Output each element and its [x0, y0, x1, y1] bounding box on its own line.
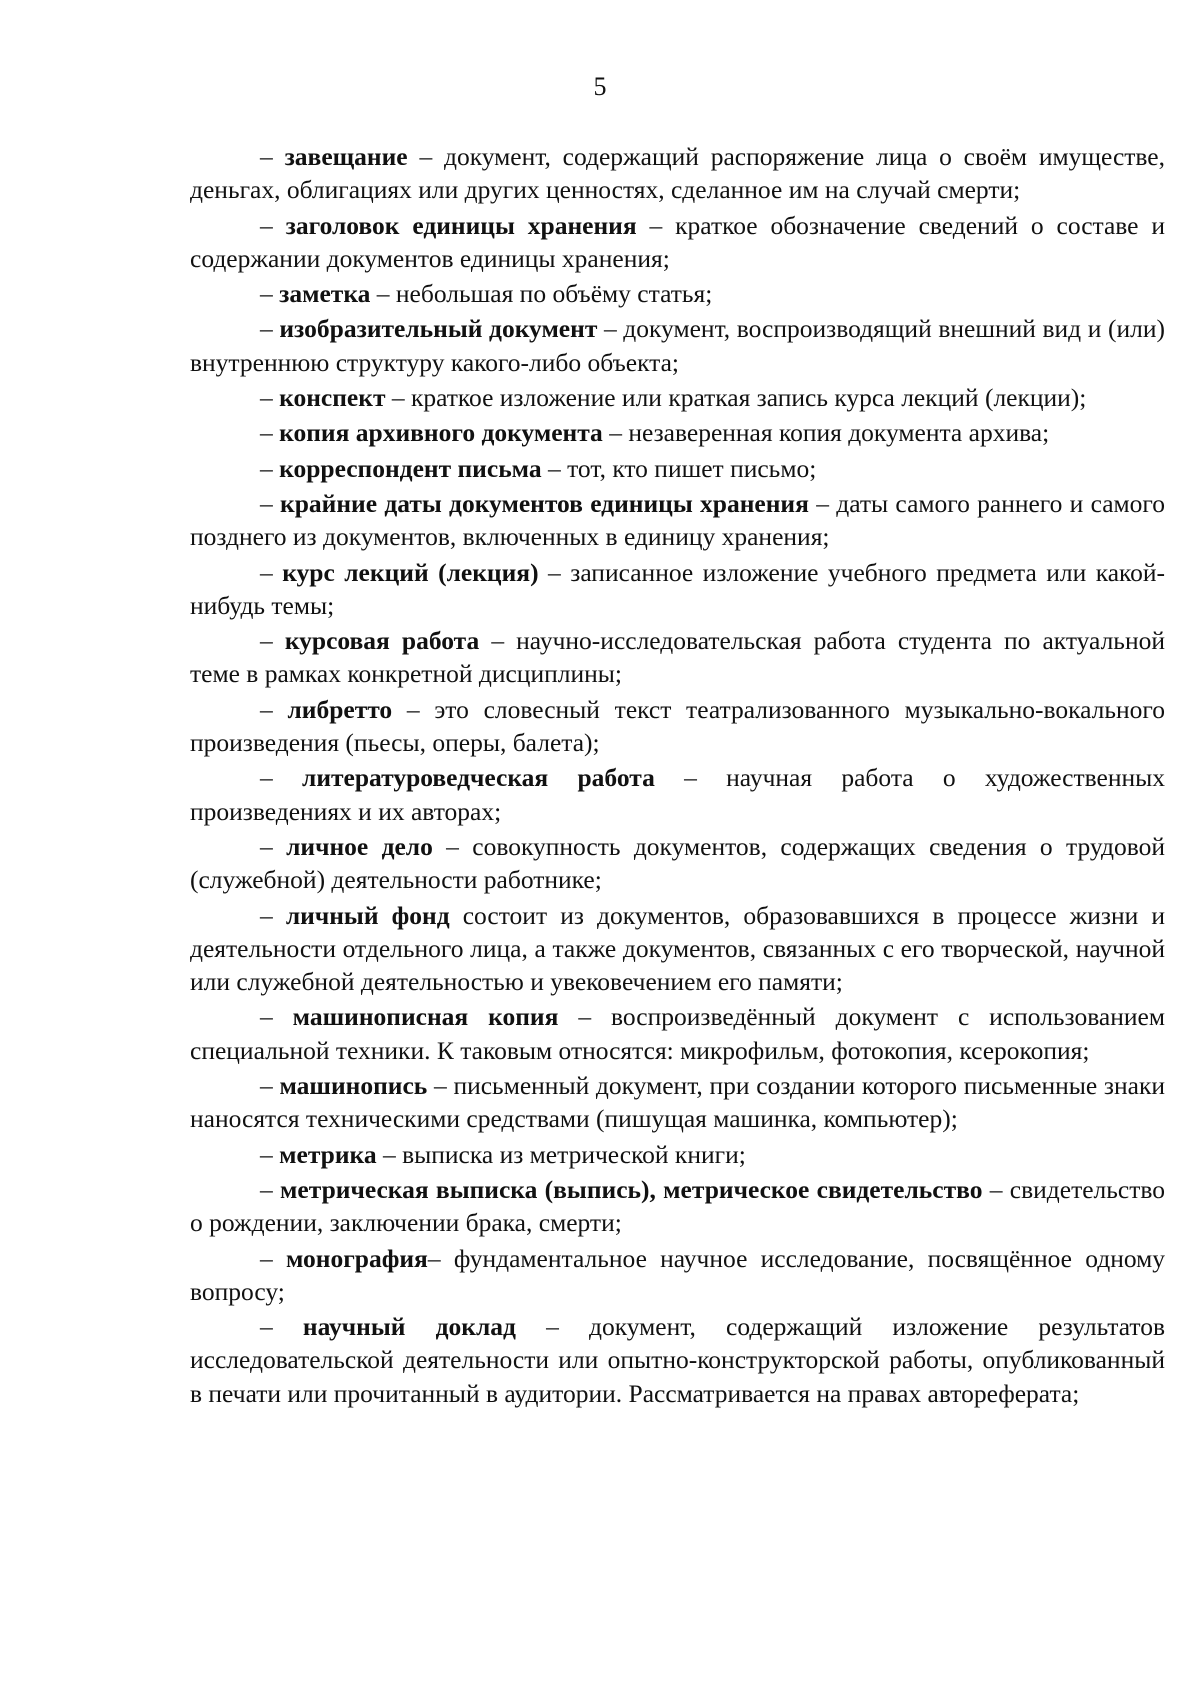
page-number: 5: [593, 72, 607, 101]
glossary-entry: [190, 899, 1165, 999]
entry-definition: – это словесный текст театрализованного музыкально-вокального произведения (пьесы, оперы, балета);: [190, 694, 1166, 758]
entry-dash: –: [260, 314, 280, 344]
glossary-entry: [190, 452, 1165, 485]
entry-dash: –: [260, 557, 283, 587]
entry-dash: –: [260, 1139, 280, 1169]
entry-definition: – совокупность документов, содержащих сведения о трудовой (служебной) деятельности работнике;: [190, 831, 1165, 895]
entry-dash: –: [260, 1312, 303, 1342]
glossary-entry: [190, 1138, 1165, 1171]
entry-dash: –: [260, 453, 280, 483]
entry-dash: –: [260, 1243, 286, 1273]
entry-dash: –: [260, 1002, 293, 1032]
entry-term: научный доклад: [302, 1312, 516, 1342]
glossary-entry: [190, 277, 1165, 310]
entry-term: завещание: [284, 142, 408, 171]
entry-term: корреспондент письма: [279, 453, 542, 483]
glossary-entry: [190, 624, 1165, 691]
entry-term: копия архивного документа: [279, 418, 603, 448]
entry-term: монография: [285, 1243, 428, 1273]
entry-definition: – краткое обозначение сведений о составе и содержании документов единицы хранения;: [190, 210, 1166, 273]
glossary-entry: [190, 1242, 1165, 1309]
entry-dash: –: [260, 279, 280, 309]
entry-dash: –: [260, 383, 280, 413]
entry-dash: –: [260, 210, 286, 240]
entry-term: литературоведческая работа: [302, 763, 655, 793]
entry-definition: – краткое изложение или краткая запись курса лекций (лекции);: [385, 383, 1087, 413]
entry-dash: –: [260, 142, 285, 171]
entry-definition: – тот, кто пишет письмо;: [541, 453, 817, 483]
entry-term: изобразительный документ: [279, 314, 598, 344]
entry-definition: – научная работа о художественных произведениях и их авторах;: [190, 763, 1165, 826]
glossary-entry: [190, 1173, 1165, 1240]
entry-term: курсовая работа: [284, 626, 480, 656]
glossary-entry: [190, 416, 1165, 449]
entry-dash: –: [260, 488, 281, 518]
glossary-list: [190, 140, 1165, 1412]
entry-term: заголовок единицы хранения: [285, 210, 637, 240]
glossary-entry: [190, 1000, 1165, 1067]
entry-dash: –: [260, 900, 286, 930]
entry-definition: – выписка из метрической книги;: [376, 1139, 746, 1169]
entry-definition: – письменный документ, при создании которого письменные знаки наносятся техническими средствами (пишущая машинка, компьютер);: [190, 1071, 1165, 1134]
entry-dash: –: [260, 1071, 280, 1101]
entry-term: крайние даты документов единицы хранения: [280, 488, 809, 518]
entry-dash: –: [260, 831, 287, 861]
entry-definition: – фундаментальное научное исследование, посвящённое одному вопросу;: [190, 1243, 1165, 1306]
entry-term: личный фонд: [285, 900, 450, 930]
glossary-entry: [190, 1310, 1165, 1410]
entry-definition: – свидетельство о рождении, заключении брака, смерти;: [190, 1174, 1165, 1238]
glossary-entry: [190, 487, 1165, 554]
entry-term: заметка: [279, 279, 371, 309]
entry-definition: – даты самого раннего и самого позднего из документов, включенных в единицу хранения;: [190, 488, 1166, 552]
entry-term: личное дело: [286, 831, 433, 861]
entry-definition: – научно-исследовательская работа студента по актуальной теме в рамках конкретной дисциплины;: [190, 626, 1165, 689]
entry-term: либретто: [287, 694, 393, 724]
entry-term: курс лекций (лекция): [282, 557, 539, 587]
entry-dash: –: [260, 418, 280, 448]
glossary-entry: [190, 140, 1165, 207]
entry-dash: –: [260, 763, 303, 793]
entry-definition: – незаверенная копия документа архива;: [602, 418, 1050, 448]
glossary-entry: [190, 761, 1165, 828]
entry-dash: –: [260, 626, 285, 656]
glossary-entry: [190, 830, 1165, 897]
entry-definition: – записанное изложение учебного предмета или какой-нибудь темы;: [190, 557, 1166, 620]
entry-term: метрика: [279, 1139, 377, 1169]
entry-definition: – воспроизведённый документ с использованием специальной техники. К таковым относятся: микрофильм, фотокопия, ксерокопия;: [190, 1002, 1165, 1065]
entry-dash: –: [260, 694, 288, 724]
entry-definition: – документ, воспроизводящий внешний вид и (или) внутреннюю структуру какого-либо объекта;: [190, 314, 1165, 377]
glossary-entry: [190, 209, 1165, 276]
glossary-entry: [190, 312, 1165, 379]
entry-definition: – документ, содержащий распоряжение лица о своём имуществе, деньгах, облигациях или других ценностях, сделанное им на случай смерти;: [190, 142, 1166, 205]
glossary-entry: [190, 556, 1165, 623]
entry-definition: – документ, содержащий изложение результатов исследовательской деятельности или опытно-конструкторской работы, опубликованный в печати или прочитанный в аудитории. Рассматривается на правах автореферата;: [190, 1312, 1165, 1408]
entry-dash: –: [260, 1174, 281, 1204]
entry-definition: – небольшая по объёму статья;: [370, 279, 713, 309]
glossary-entry: [190, 693, 1165, 760]
entry-definition: состоит из документов, образовавшихся в процессе жизни и деятельности отдельного лица, а также документов, связанных с его творческой, научной или служебной деятельностью и увековечением его памяти;: [190, 900, 1165, 997]
glossary-entry: [190, 1069, 1165, 1136]
entry-term: машинопись: [279, 1071, 428, 1101]
glossary-entry: [190, 381, 1165, 414]
entry-term: конспект: [279, 383, 386, 413]
entry-term: машинописная копия: [292, 1002, 559, 1032]
entry-term: метрическая выписка (выпись), метрическое свидетельство: [280, 1174, 983, 1204]
